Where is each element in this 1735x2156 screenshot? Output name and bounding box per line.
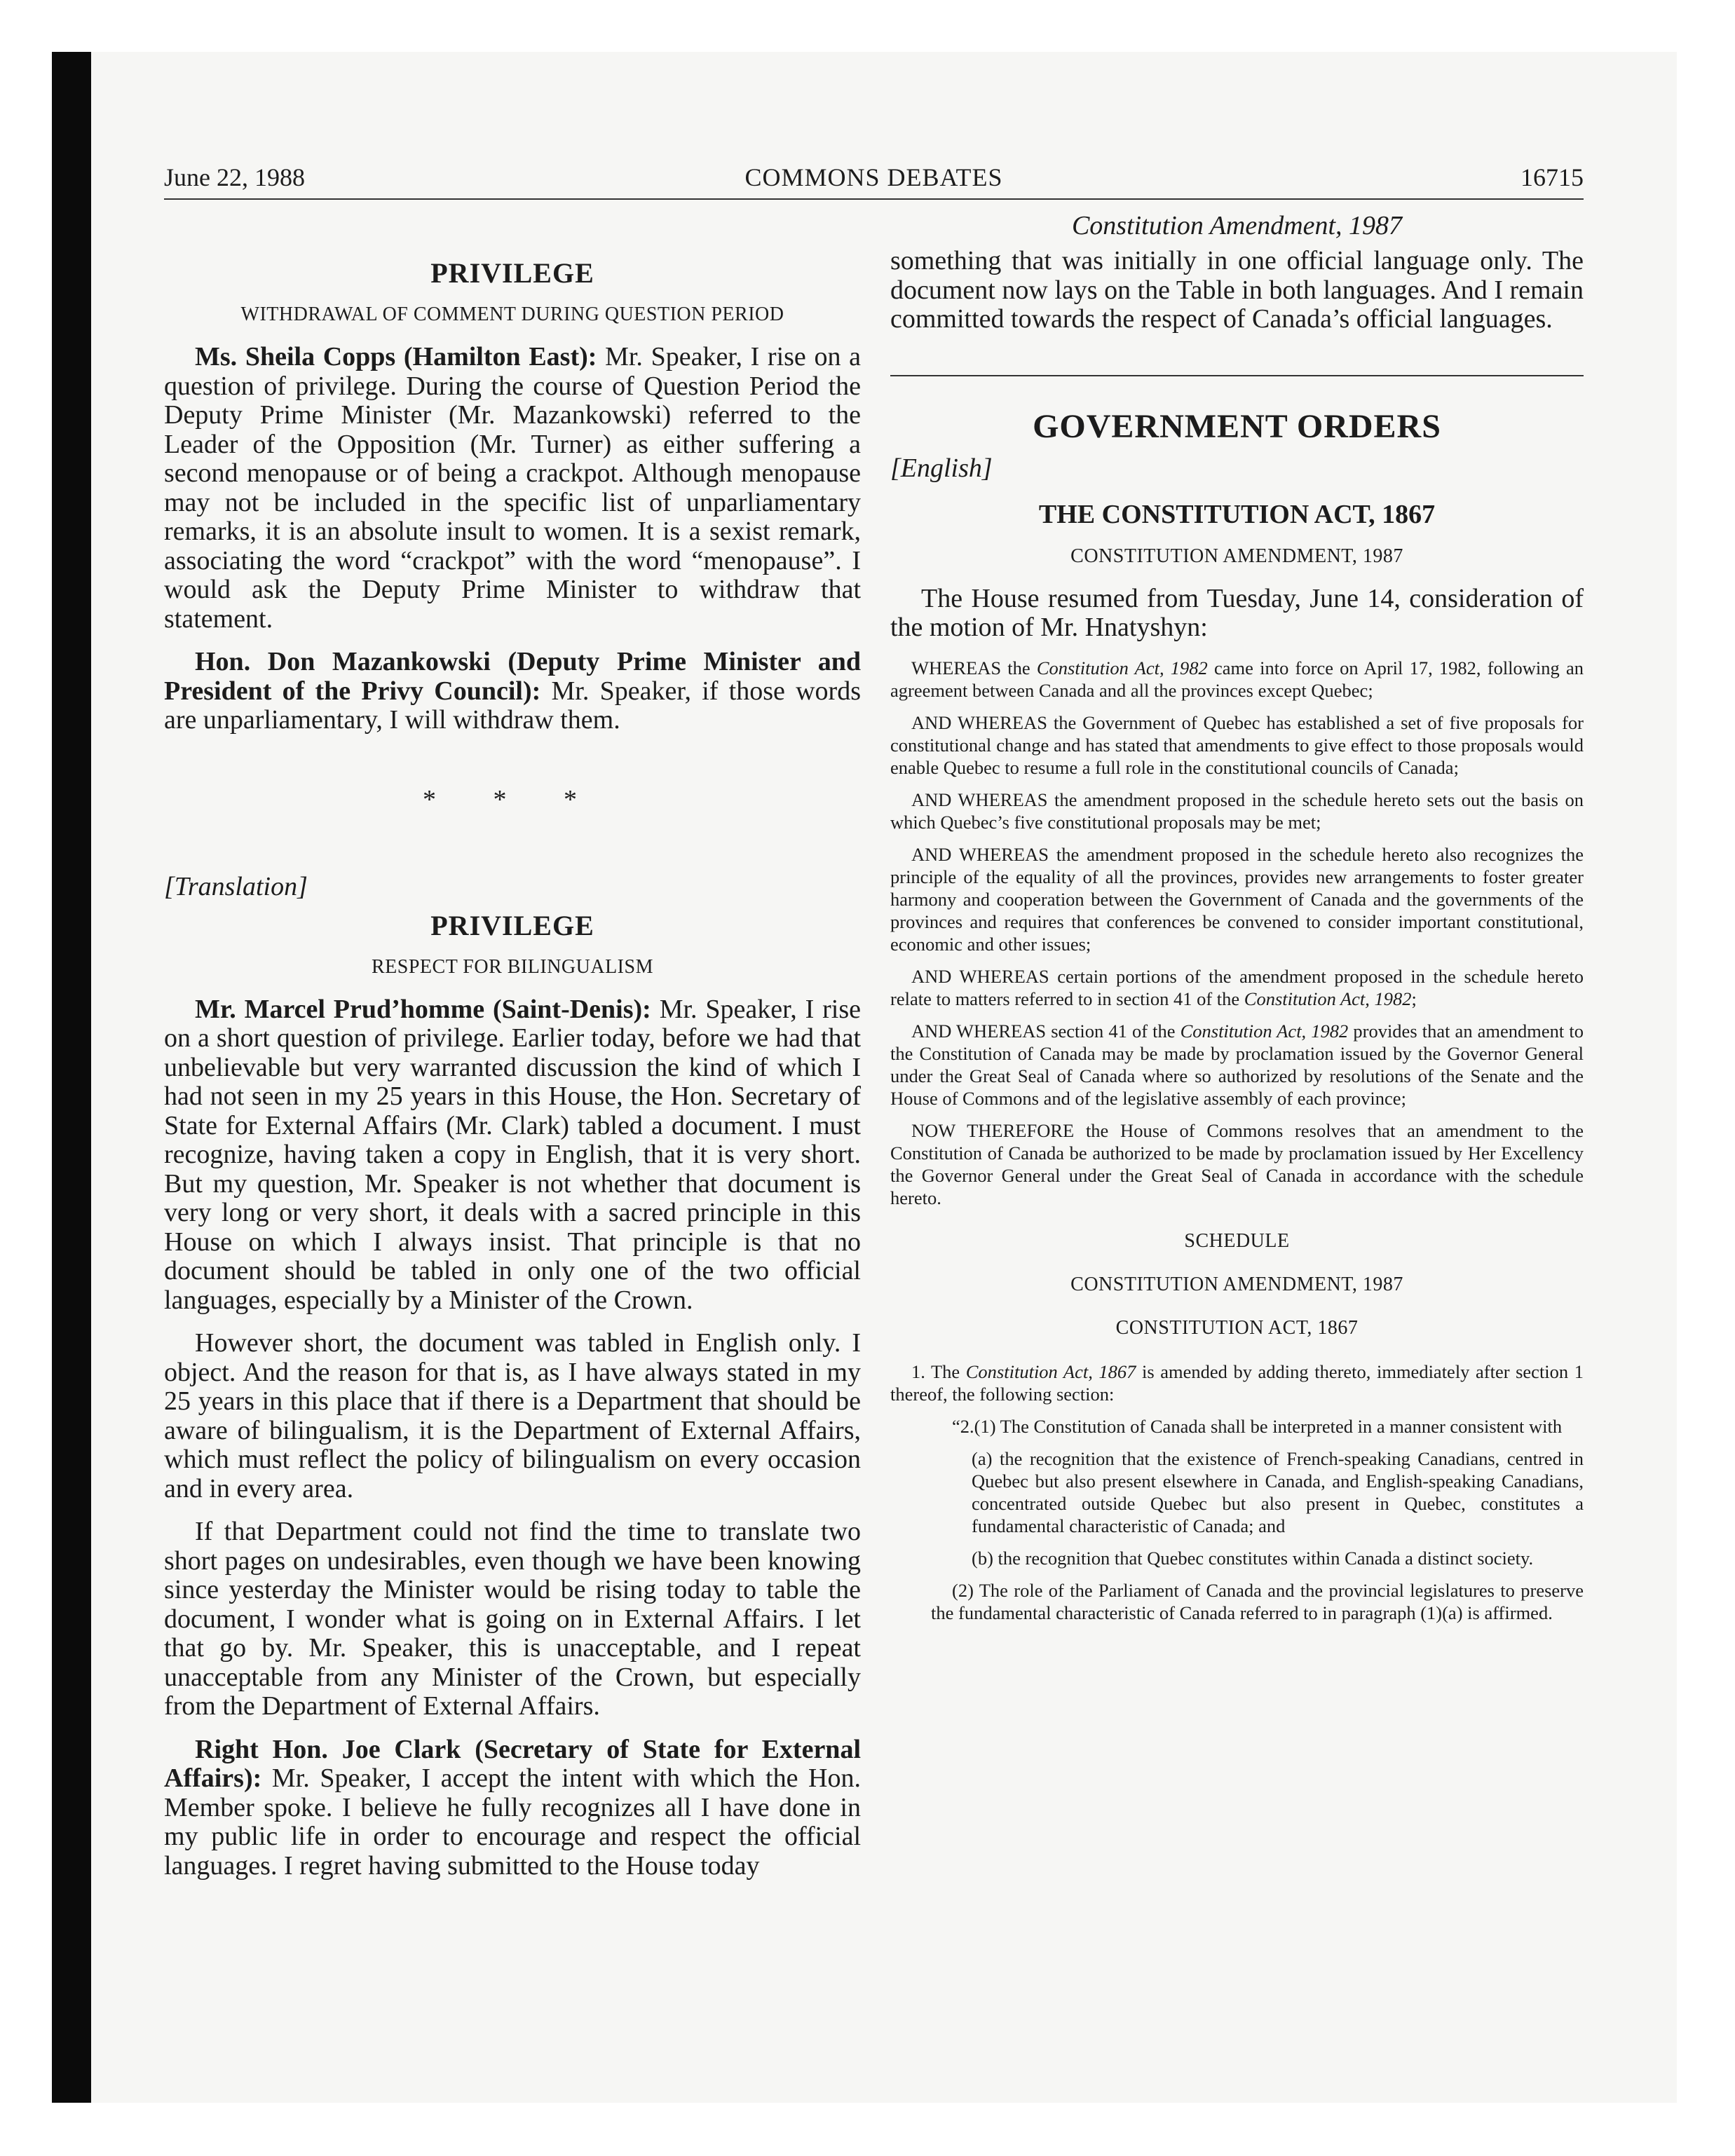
whereas-1-act: Constitution Act, 1982 bbox=[1036, 657, 1208, 678]
translation-tag: [Translation] bbox=[164, 871, 308, 901]
whereas-5-act: Constitution Act, 1982 bbox=[1244, 988, 1412, 1009]
heading-privilege-2: PRIVILEGE bbox=[430, 909, 594, 941]
english-tag: [English] bbox=[890, 453, 993, 483]
paragraph-house-resumed: The House resumed from Tuesday, June 14, consideration of the motion of Mr. Hnatyshyn: bbox=[890, 583, 1584, 642]
subheading-constitution-amendment: CONSTITUTION AMENDMENT, 1987 bbox=[1070, 545, 1403, 567]
text-prudhomme: Mr. Speaker, I rise on a short question of privilege. Earlier today, before we had that unbelievable but very warranted discussion the kind of which I had not seen in my 25 years in this House, the Hon. Secretary of State for External Affairs (Mr. Clark) tabled a document. I must recognize, having taken a copy in English, that it is very short. But my question, Mr. Speaker is not whether that document is very long or very short, it deals with a sacred principle in this House on which I always insist. That principle is that no document should be tabled in only one of the two official languages, especially by a Minister of the Crown. bbox=[164, 994, 861, 1315]
schedule-heading: SCHEDULE bbox=[1184, 1229, 1290, 1252]
schedule-act-heading: CONSTITUTION ACT, 1867 bbox=[1115, 1316, 1359, 1339]
paragraph-copps bbox=[164, 343, 861, 634]
text-copps: Mr. Speaker, I rise on a question of privilege. During the course of Question Period the Deputy Prime Minister (Mr. Mazankowski) referred to the Leader of the Opposition (Mr. Turner) as either suffering a second menopause or of being a crackpot. Although menopause may not be included in the specific list of unparliamentary remarks, it is an absolute insult to women. It is a sexist remark, associating the word “crackpot” with the word “menopause”. I would ask the Deputy Prime Minister to withdraw that statement. bbox=[164, 342, 861, 634]
text-mazankowski: Mr. Speaker, if those words are unparliamentary, I will withdraw them. bbox=[164, 676, 861, 735]
whereas-1-a: WHEREAS the bbox=[911, 657, 1037, 678]
heading-constitution-act: THE CONSTITUTION ACT, 1867 bbox=[1038, 499, 1436, 529]
heading-government-orders: GOVERNMENT ORDERS bbox=[1033, 407, 1441, 445]
header-date: June 22, 1988 bbox=[164, 163, 305, 191]
speaker-mazankowski: Hon. Don Mazankowski (Deputy Prime Minister and President of the Privy Council): bbox=[164, 647, 861, 706]
whereas-5-c: ; bbox=[1411, 988, 1417, 1009]
section-break-stars: * * * bbox=[423, 784, 602, 814]
binding-edge bbox=[52, 52, 91, 2103]
paragraph-however: However short, the document was tabled in English only. I object. And the reason for that is, as I have always stated in my 25 years in this place that if there is a Department that should be aware of bilingualism, it is the Department of External Affairs, which must reflect the policy of bilingualism on every occasion and in every area. bbox=[164, 1328, 861, 1503]
paragraph-clark bbox=[164, 1735, 861, 1881]
whereas-6 bbox=[890, 1020, 1584, 1110]
whereas-6-act: Constitution Act, 1982 bbox=[1180, 1020, 1349, 1042]
whereas-1 bbox=[890, 657, 1584, 702]
whereas-3: AND WHEREAS the amendment proposed in the schedule hereto sets out the basis on which Quebec’s five constitutional proposals may be met; bbox=[890, 789, 1584, 833]
whereas-1-c: came into force on April 17, 1982, following an agreement between Canada and all the provinces except Quebec; bbox=[890, 657, 1584, 701]
whereas-6-c: provides that an amendment to the Constitution of Canada may be made by proclamation issued by the Governor General under the Great Seal of Canada where so authorized by resolutions of the Senate and the House of Commons and of the legislative assembly of each province; bbox=[890, 1020, 1584, 1109]
header-rule bbox=[164, 198, 1584, 200]
running-head: Constitution Amendment, 1987 bbox=[1071, 211, 1403, 240]
whereas-2: AND WHEREAS the Government of Quebec has established a set of five proposals for constitutional change and has stated that amendments to give effect to those proposals would enable Quebec to resume a full role in the constitutional councils of Canada; bbox=[890, 711, 1584, 778]
schedule-amendment-heading: CONSTITUTION AMENDMENT, 1987 bbox=[1070, 1273, 1403, 1295]
section-1-a: 1. The bbox=[911, 1360, 966, 1382]
schedule-section-1 bbox=[890, 1360, 1584, 1405]
whereas-5-a: AND WHEREAS certain portions of the amendment proposed in the schedule hereto relate to matters referred to in section 41 of the bbox=[890, 965, 1584, 1009]
schedule-clause-b: (b) the recognition that Quebec constitutes within Canada a distinct society. bbox=[972, 1547, 1534, 1569]
speaker-copps: Ms. Sheila Copps (Hamilton East): bbox=[195, 342, 597, 371]
left-column bbox=[164, 210, 861, 1895]
speaker-prudhomme: Mr. Marcel Prud’homme (Saint-Denis): bbox=[195, 994, 651, 1024]
paragraph-mazankowski bbox=[164, 648, 861, 735]
paragraph-prudhomme bbox=[164, 995, 861, 1316]
paragraph-continued: something that was initially in one official language only. The document now lays on the Table in both languages. And I remain committed towards the respect of Canada’s official languages. bbox=[890, 246, 1584, 334]
schedule-section-2-1: “2.(1) The Constitution of Canada shall be interpreted in a manner consistent with bbox=[952, 1415, 1563, 1437]
header-publication: COMMONS DEBATES bbox=[744, 163, 1003, 191]
paragraph-department: If that Department could not find the time to translate two short pages on undesirables, even though we have been knowing since yesterday the Minister would be rising today to table the document, I wonder what is going on in External Affairs. I let that go by. Mr. Speaker, this is unacceptable, and I repeat unacceptable from any Minister of the Crown, but especially from the Department of External Affairs. bbox=[164, 1517, 861, 1721]
text-clark: Mr. Speaker, I accept the intent with which the Hon. Member spoke. I believe he fully recognizes all I have done in my public life in order to encourage and respect the official languages. I regret having submitted to the House today bbox=[164, 1763, 861, 1881]
section-1-act: Constitution Act, 1867 bbox=[965, 1360, 1136, 1382]
subheading-withdrawal: WITHDRAWAL OF COMMENT DURING QUESTION PERIOD bbox=[240, 303, 784, 325]
schedule-clause-a: (a) the recognition that the existence of French-speaking Canadians, centred in Quebec but also present elsewhere in Canada, and English-speaking Canadians, concentrated outside Quebec but also present in Quebec, constitutes a fundamental characteristic of Canada; and bbox=[972, 1447, 1584, 1536]
section-rule bbox=[890, 375, 1584, 376]
now-therefore: NOW THEREFORE the House of Commons resolves that an amendment to the Constitution of Canada be authorized to be made by proclamation issued by Her Excellency the Governor General under the Great Seal of Canada in accordance with the schedule hereto. bbox=[890, 1119, 1584, 1208]
whereas-4: AND WHEREAS the amendment proposed in the schedule hereto also recognizes the principle of the equality of all the provinces, provides new arrangements to foster greater harmony and cooperation between the Government of Canada and the governments of the provinces and requires that conferences be convened to consider important constitutional, economic and other issues; bbox=[890, 843, 1584, 955]
whereas-6-a: AND WHEREAS section 41 of the bbox=[911, 1020, 1181, 1042]
page-header bbox=[164, 163, 1584, 196]
section-1-c: is amended by adding thereto, immediately after section 1 thereof, the following section: bbox=[890, 1360, 1584, 1405]
header-page-number: 16715 bbox=[1520, 163, 1584, 191]
speaker-clark: Right Hon. Joe Clark (Secretary of State for External Affairs): bbox=[164, 1734, 861, 1793]
right-column bbox=[890, 210, 1584, 1634]
schedule-section-2-2: (2) The role of the Parliament of Canada and the provincial legislatures to preserve the fundamental characteristic of Canada referred to in paragraph (1)(a) is affirmed. bbox=[931, 1579, 1584, 1623]
heading-privilege-1: PRIVILEGE bbox=[430, 257, 594, 289]
whereas-5 bbox=[890, 965, 1584, 1010]
subheading-bilingualism: RESPECT FOR BILINGUALISM bbox=[372, 955, 653, 978]
